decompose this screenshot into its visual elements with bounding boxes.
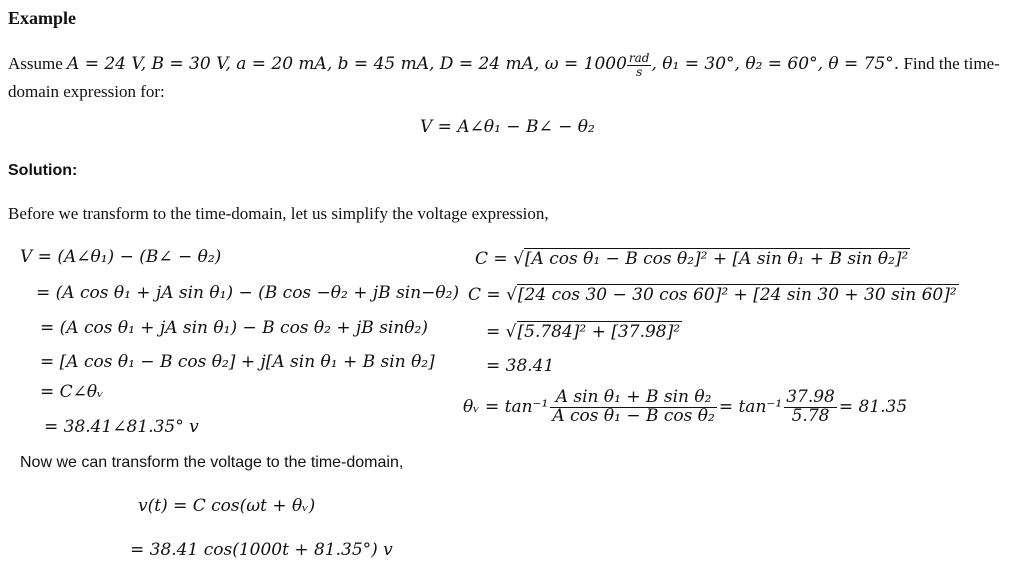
sqrt-symbol: √ — [506, 285, 517, 305]
left-step-2: = (A cos θ₁ + jA sin θ₁) − (B cos −θ₂ + jB sin−θ₂) — [36, 283, 460, 303]
transform-text: Now we can transform the voltage to the time-domain, — [20, 454, 404, 471]
theta-result: = 81.35 — [838, 396, 908, 417]
theta-mid: = tan⁻¹ — [718, 396, 783, 417]
c-lhs-2: C = — [468, 285, 507, 305]
sqrt-symbol: √ — [505, 322, 517, 342]
c-lhs-3: = — [486, 322, 506, 342]
theta-numerator: A sin θ₁ + B sin θ₂ — [550, 389, 717, 408]
problem-angles: , θ₁ = 30°, θ₂ = 60°, θ = 75°. — [651, 54, 900, 74]
unit-denominator: s — [636, 64, 643, 79]
theta-fraction-2 — [784, 389, 837, 426]
example-heading: Example — [8, 8, 77, 28]
left-step-4: = [A cos θ₁ − B cos θ₂] + j[A sin θ₁ + B sin θ₂] — [40, 352, 435, 372]
theta-denominator-2: 5.78 — [791, 405, 830, 426]
c-sqrt-1: [A cos θ₁ − B cos θ₂]² + [A sin θ₁ + B sin θ₂]² — [524, 249, 909, 269]
unit-fraction — [627, 52, 652, 78]
target-expression: V = A∠θ₁ − B∠ − θ₂ — [420, 117, 595, 137]
solution-intro: Before we transform to the time-domain, let us simplify the voltage expression, — [8, 204, 549, 223]
c-lhs-1: C = — [475, 249, 514, 269]
problem-values: A = 24 V, B = 30 V, a = 20 mA, b = 45 mA, D = 24 mA, ω = 1000 — [67, 54, 627, 74]
unit-numerator: rad — [628, 51, 650, 65]
right-c-result: = 38.41 — [486, 356, 555, 376]
problem-tail: Find the time- — [903, 54, 1000, 73]
left-step-3: = (A cos θ₁ + jA sin θ₁) − B cos θ₂ + jB sinθ₂) — [40, 318, 428, 338]
theta-denominator: A cos θ₁ − B cos θ₂ — [552, 405, 715, 426]
right-c-evaluated — [486, 322, 682, 342]
right-c-formula — [475, 249, 910, 269]
right-c-substituted — [468, 285, 959, 305]
theta-fraction-1 — [550, 389, 717, 426]
theta-lhs: θᵥ = tan⁻¹ — [463, 396, 549, 417]
left-step-6: = 38.41∠81.35° v — [44, 417, 199, 437]
c-sqrt-2: [24 cos 30 − 30 cos 60]² + [24 sin 30 + 30 sin 60]² — [517, 285, 957, 305]
left-step-5: = C∠θᵥ — [40, 382, 104, 402]
theta-expression — [463, 389, 907, 426]
time-domain-expr-2: = 38.41 cos(1000t + 81.35°) v — [130, 540, 393, 560]
time-domain-expr-1: v(t) = C cos(ωt + θᵥ) — [138, 496, 316, 516]
problem-line-1 — [8, 52, 1000, 78]
left-step-1: V = (A∠θ₁) − (B∠ − θ₂) — [20, 247, 222, 267]
problem-line-2: domain expression for: — [8, 82, 165, 101]
theta-numerator-2: 37.98 — [786, 387, 835, 407]
problem-lead: Assume — [8, 54, 63, 73]
sqrt-symbol: √ — [513, 249, 524, 269]
solution-label: Solution: — [8, 162, 78, 179]
c-sqrt-3: [5.784]² + [37.98]² — [517, 322, 681, 342]
